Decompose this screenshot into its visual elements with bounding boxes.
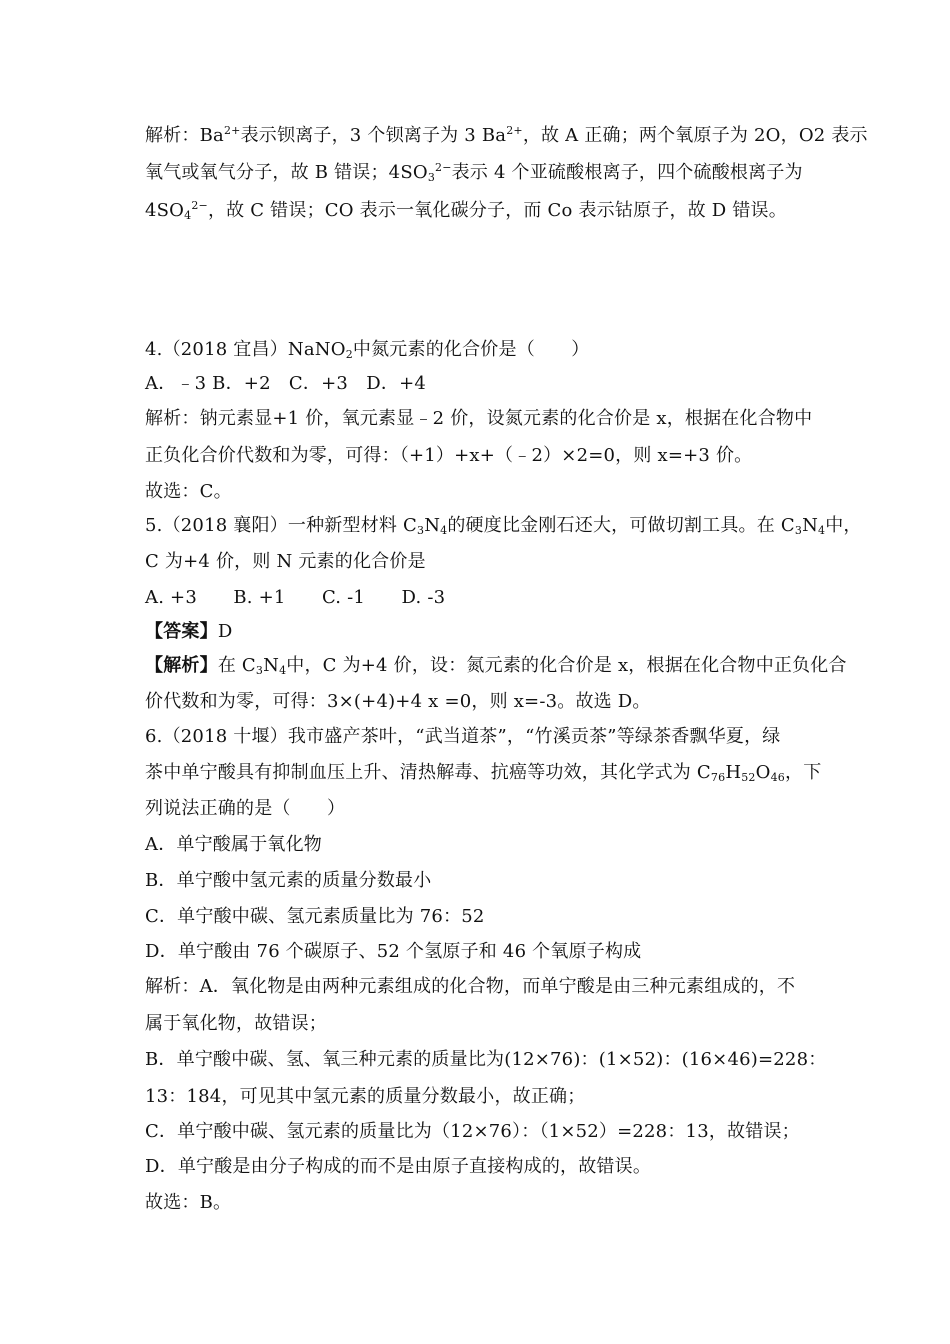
text: 氧气或氧气分子，故 B 错误；4SO <box>145 162 428 183</box>
text: ，故 A 正确；两个氧原子为 2O，O2 表示 <box>522 125 868 146</box>
superscript: 2+ <box>223 124 241 137</box>
analysis-label: 【解析】 <box>145 655 218 676</box>
text: 中氮元素的化合价是（ ） <box>352 339 590 360</box>
text: ，下 <box>785 762 822 783</box>
q4-answer: 故选：C。 <box>145 481 232 502</box>
q6-option-c: C．单宁酸中碳、氢元素质量比为 76：52 <box>145 906 485 927</box>
q5-answer <box>145 620 232 644</box>
superscript: 2− <box>435 161 452 174</box>
subscript: 2 <box>345 348 353 361</box>
superscript: 2+ <box>506 124 523 137</box>
text: 的硬度比金刚石还大，可做切割工具。在 C <box>447 515 795 536</box>
q6-answer: 故选：B。 <box>145 1192 232 1213</box>
text: 表示钡离子，3 个钡离子为 3 Ba <box>240 125 507 146</box>
q6-option-b: B．单宁酸中氢元素的质量分数最小 <box>145 870 432 891</box>
subscript: 4 <box>440 524 448 537</box>
q4-options: A．﹣3 B．+2 C．+3 D．+4 <box>145 373 427 394</box>
q4-question <box>145 338 590 362</box>
q5-question-line-2: C 为+4 价，则 N 元素的化合价是 <box>145 551 426 572</box>
q6-question-line-2 <box>145 761 821 785</box>
q5-options: A. +3 B. +1 C. -1 D. -3 <box>145 587 446 608</box>
q3-analysis-line-2 <box>145 161 803 185</box>
q6-analysis-line-2: 属于氧化物，故错误； <box>145 1013 327 1034</box>
q6-analysis-line-3: B．单宁酸中碳、氢、氧三种元素的质量比为(12×76)：(1×52)：(16×46)=228： <box>145 1049 827 1070</box>
text: 表示 4 个亚硫酸根离子，四个硫酸根离子为 <box>451 162 803 183</box>
subscript: 76 <box>710 771 726 784</box>
text: 茶中单宁酸具有抑制血压上升、清热解毒、抗癌等功效，其化学式为 C <box>145 762 711 783</box>
answer-value: D <box>217 621 233 642</box>
text: 中， <box>825 515 862 536</box>
text: 5.（2018 襄阳）一种新型材料 C <box>145 515 417 536</box>
q3-analysis-line-1 <box>145 124 868 148</box>
subscript: 4 <box>184 209 192 222</box>
answer-label: 【答案】 <box>145 621 218 642</box>
q6-question-line-1: 6.（2018 十堰）我市盛产茶叶，“武当道茶”，“竹溪贡茶”等绿茶香飘华夏，绿 <box>145 726 781 747</box>
text: N <box>424 515 441 536</box>
q4-analysis-line-2: 正负化合价代数和为零，可得：（+1）+x+（﹣2）×2=0，则 x=+3 价。 <box>145 445 753 466</box>
q5-analysis-line-2: 价代数和为零，可得：3×(+4)+4 x =0，则 x=-3。故选 D。 <box>145 691 651 712</box>
q4-analysis-line-1: 解析：钠元素显+1 价，氧元素显﹣2 价，设氮元素的化合价是 x，根据在化合物中 <box>145 408 813 429</box>
text: 解析：Ba <box>145 125 224 146</box>
q5-analysis-line-1 <box>145 654 847 678</box>
text: ，故 C 错误；CO 表示一氧化碳分子，而 Co 表示钴原子，故 D 错误。 <box>207 200 787 221</box>
text: 4SO <box>145 200 185 221</box>
q6-analysis-line-1: 解析：A．氧化物是由两种元素组成的化合物，而单宁酸是由三种元素组成的，不 <box>145 976 796 997</box>
q6-analysis-line-4: 13：184，可见其中氢元素的质量分数最小，故正确； <box>145 1086 586 1107</box>
text: O <box>755 762 771 783</box>
subscript: 46 <box>770 771 785 784</box>
q5-question-line-1 <box>145 514 862 538</box>
subscript: 3 <box>794 524 803 537</box>
q6-option-d: D．单宁酸由 76 个碳原子、52 个氢原子和 46 个氧原子构成 <box>145 941 642 962</box>
text: 在 C <box>217 655 256 676</box>
superscript: 2− <box>191 199 208 212</box>
text: N <box>263 655 280 676</box>
text: H <box>725 762 742 783</box>
q6-option-a: A．单宁酸属于氧化物 <box>145 834 322 855</box>
subscript: 3 <box>417 524 425 537</box>
text: N <box>802 515 819 536</box>
q6-analysis-line-5: C．单宁酸中碳、氢元素的质量比为（12×76）：（1×52）=228：13，故错误； <box>145 1121 800 1142</box>
subscript: 3 <box>255 664 264 677</box>
subscript: 52 <box>741 771 756 784</box>
subscript: 4 <box>279 664 287 677</box>
subscript: 4 <box>818 524 826 537</box>
text: 中，C 为+4 价，设：氮元素的化合价是 x，根据在化合物中正负化合 <box>286 655 847 676</box>
q6-analysis-line-6: D．单宁酸是由分子构成的而不是由原子直接构成的，故错误。 <box>145 1156 652 1177</box>
q6-question-line-3: 列说法正确的是（ ） <box>145 798 346 819</box>
q3-analysis-line-3 <box>145 199 787 223</box>
text: 4.（2018 宜昌）NaNO <box>145 339 346 360</box>
subscript: 3 <box>427 171 436 184</box>
